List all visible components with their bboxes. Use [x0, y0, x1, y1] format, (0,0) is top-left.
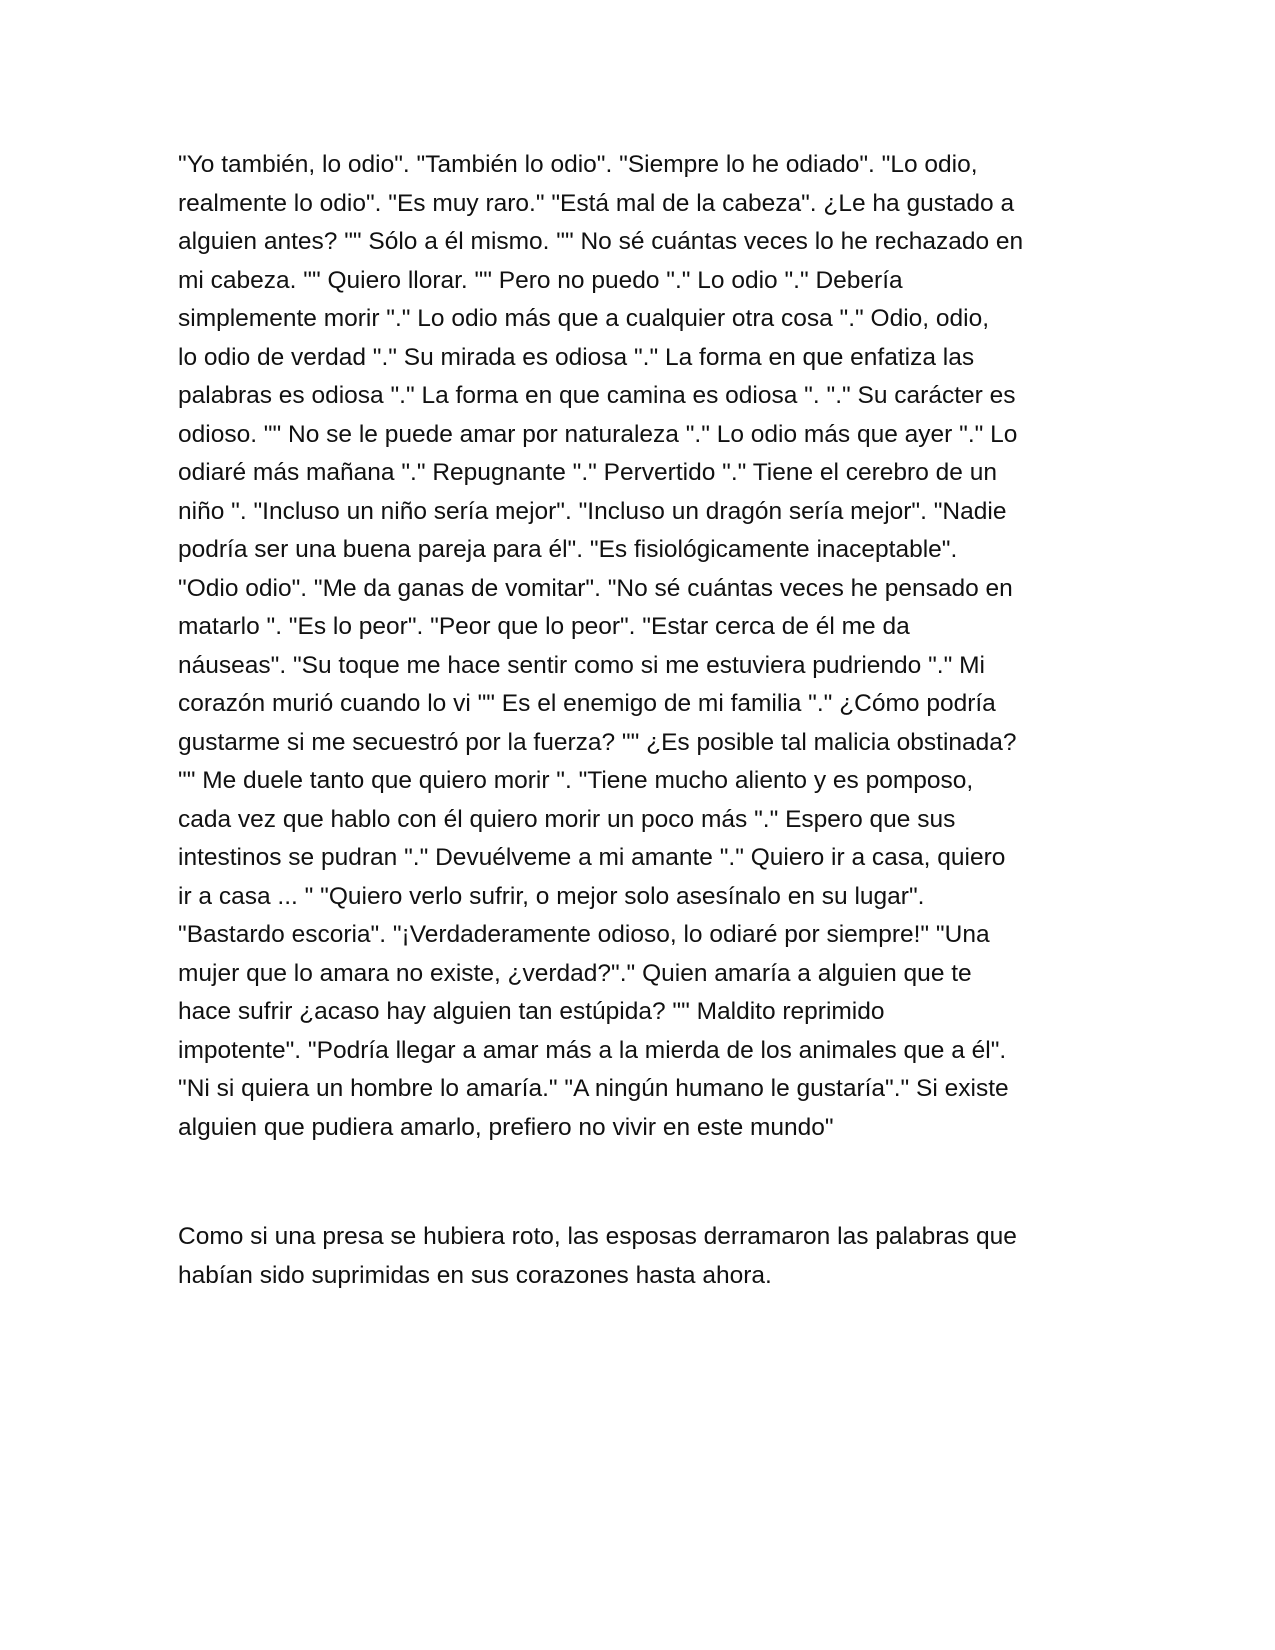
- text-line: ir a casa ... " "Quiero verlo sufrir, o mejor solo asesínalo en su lugar".: [178, 882, 925, 910]
- text-line: habían sido suprimidas en sus corazones hasta ahora.: [178, 1261, 772, 1289]
- paragraph-narration: [178, 1218, 1098, 1295]
- text-line: mi cabeza. "" Quiero llorar. "" Pero no puedo "." Lo odio "." Debería: [178, 266, 903, 294]
- text-line: cada vez que hablo con él quiero morir un poco más "." Espero que sus: [178, 805, 956, 833]
- text-line: mujer que lo amara no existe, ¿verdad?"." Quien amaría a alguien que te: [178, 959, 972, 987]
- text-line: "Bastardo escoria". "¡Verdaderamente odioso, lo odiaré por siempre!" "Una: [178, 921, 990, 948]
- text-line: "Ni si quiera un hombre lo amaría." "A ningún humano le gustaría"." Si existe: [178, 1075, 1009, 1102]
- text-line: alguien antes? "" Sólo a él mismo. "" No sé cuántas veces lo he rechazado en: [178, 228, 1024, 255]
- text-line: realmente lo odio". "Es muy raro." "Está mal de la cabeza". ¿Le ha gustado a: [178, 189, 1015, 217]
- text-line: palabras es odiosa "." La forma en que camina es odiosa ". "." Su carácter es: [178, 382, 1016, 409]
- text-line: lo odio de verdad "." Su mirada es odiosa "." La forma en que enfatiza las: [178, 343, 975, 371]
- text-line: odiaré más mañana "." Repugnante "." Pervertido "." Tiene el cerebro de un: [178, 459, 997, 486]
- text-line: gustarme si me secuestró por la fuerza? "" ¿Es posible tal malicia obstinada?: [178, 728, 1017, 756]
- text-line: impotente". "Podría llegar a amar más a la mierda de los animales que a él".: [178, 1036, 1007, 1064]
- text-line: corazón murió cuando lo vi "" Es el enemigo de mi familia "." ¿Cómo podría: [178, 690, 996, 717]
- text-line: matarlo ". "Es lo peor". "Peor que lo peor". "Estar cerca de él me da: [178, 613, 910, 640]
- text-line: alguien que pudiera amarlo, prefiero no vivir en este mundo": [178, 1113, 834, 1141]
- text-line: podría ser una buena pareja para él". "Es fisiológicamente inaceptable".: [178, 536, 958, 563]
- text-line: niño ". "Incluso un niño sería mejor". "Incluso un dragón sería mejor". "Nadie: [178, 497, 1007, 525]
- text-line: hace sufrir ¿acaso hay alguien tan estúpida? "" Maldito reprimido: [178, 998, 885, 1025]
- text-line: náuseas". "Su toque me hace sentir como si me estuviera pudriendo "." Mi: [178, 651, 985, 679]
- text-line: "Yo también, lo odio". "También lo odio". "Siempre lo he odiado". "Lo odio,: [178, 151, 978, 178]
- text-line: odioso. "" No se le puede amar por naturaleza "." Lo odio más que ayer "." Lo: [178, 420, 1018, 448]
- text-line: simplemente morir "." Lo odio más que a cualquier otra cosa "." Odio, odio,: [178, 305, 990, 332]
- text-line: "Odio odio". "Me da ganas de vomitar". "No sé cuántas veces he pensado en: [178, 574, 1013, 602]
- text-line: intestinos se pudran "." Devuélveme a mi amante "." Quiero ir a casa, quiero: [178, 844, 1006, 871]
- text-line: "" Me duele tanto que quiero morir ". "Tiene mucho aliento y es pomposo,: [178, 767, 974, 794]
- text-line: Como si una presa se hubiera roto, las esposas derramaron las palabras que: [178, 1223, 1017, 1250]
- paragraph-dialogue: [178, 146, 1098, 1147]
